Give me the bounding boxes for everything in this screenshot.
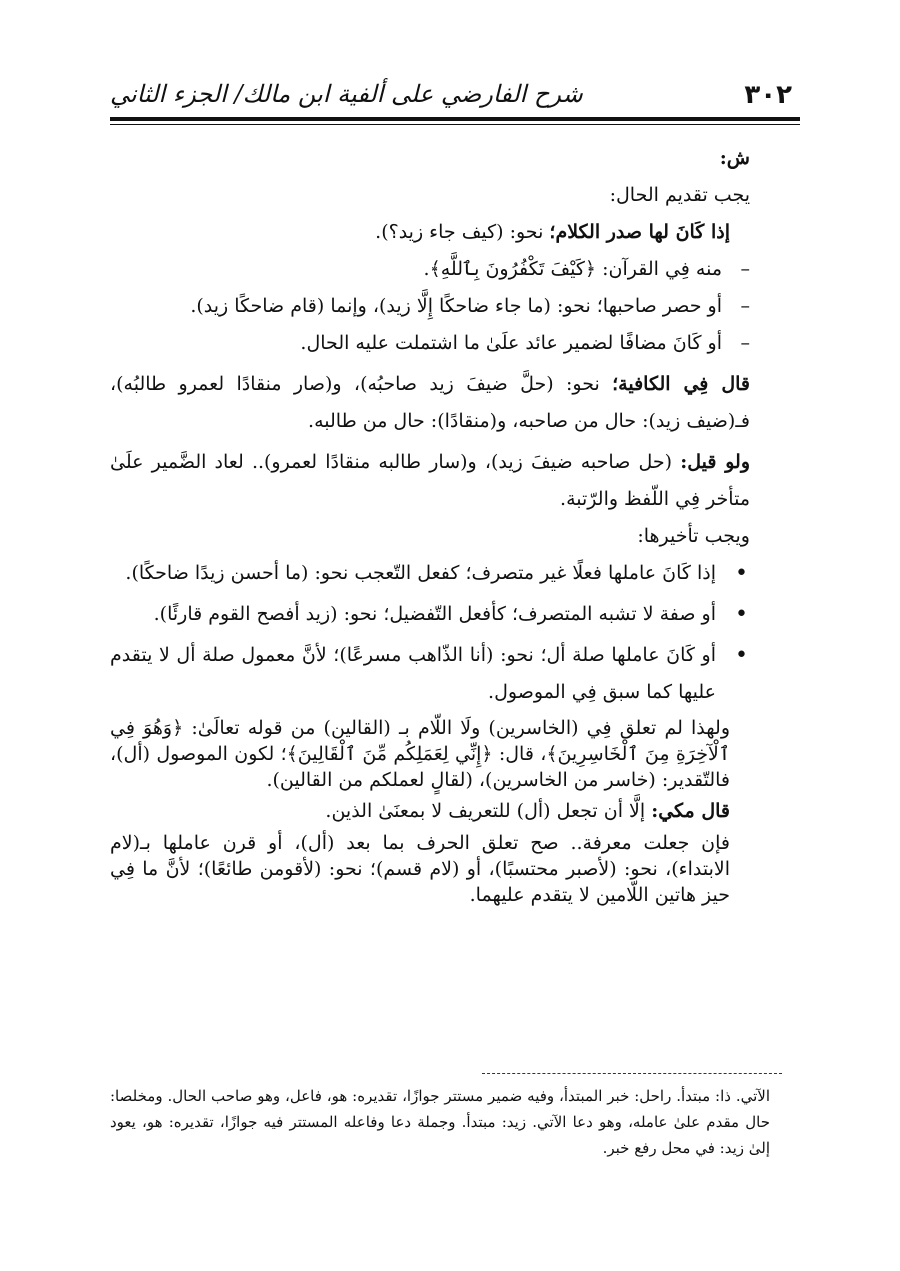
dash-item-4 bbox=[110, 325, 750, 362]
walaw-rest: (حل صاحبه ضيفَ زيد)، و(سار طالبه منقادًا لعمرو).. لعاد الضَّمير علَىٰ متأخر فِي اللّفظ والرّتبة. bbox=[110, 451, 750, 510]
intro-line: يجب تقديم الحال: bbox=[609, 184, 750, 206]
item-1-rest: نحو: (كيف جاء زيد؟). bbox=[375, 221, 550, 243]
bullet-item-2 bbox=[110, 596, 750, 633]
footnote-text: الآتي. ذا: مبتدأ. راحل: خبر المبتدأ، وفيه ضمير مستتر جوازًا، تقديره: هو، فاعل، وهو صاحب الحال. ومخلصا: حال مقدم علىٰ عامله، وهو دعا الآتي. زيد: مبتدأ. وجملة دعا وفاعله المستتر فيه جوازًا، تقديره: هو، يعود إلىٰ زيد: في محل رفع خبر. bbox=[110, 1087, 770, 1157]
bullet-3-text: أو كَانَ عاملها صلة أل؛ نحو: (أنا الذّاهب مسرعًا)؛ لأنَّ معمول صلة أل لا يتقدم عليها كما سبق فِي الموصول. bbox=[110, 644, 716, 703]
header-rule-thick bbox=[110, 117, 800, 121]
bullet-mark: • bbox=[735, 561, 748, 586]
bullet-2-text: أو صفة لا تشبه المتصرف؛ كأفعل التّفضيل؛ نحو: (زيد أفصح القوم قارئًا). bbox=[153, 603, 716, 625]
item-1 bbox=[110, 214, 750, 251]
sh-label bbox=[110, 140, 750, 177]
item-1-lead: إذا كَانَ لها صدر الكلام؛ bbox=[549, 221, 730, 243]
page-header bbox=[110, 74, 800, 114]
makki-rest: إلَّا أن تجعل (أل) للتعريف لا بمعنَىٰ الذين. bbox=[325, 800, 652, 822]
walaw-paragraph bbox=[110, 444, 750, 518]
dash-mark: – bbox=[740, 332, 750, 354]
sh-text: ش: bbox=[719, 147, 750, 169]
dash-item-3 bbox=[110, 288, 750, 325]
kafiya-lead: قال فِي الكافية؛ bbox=[612, 373, 750, 395]
dash-mark: – bbox=[740, 258, 750, 280]
footnote bbox=[110, 1083, 770, 1161]
kafiya-rest: نحو: (حلَّ ضيفَ زيد صاحبُه)، و(صار منقادًا لعمرو طالبُه)، فـ(ضيف زيد): حال من صاحبه، و(منقادًا): حال من طالبه. bbox=[110, 373, 750, 432]
bullet-1-text: إذا كَانَ عاملها فعلًا غير متصرف؛ كفعل التّعجب نحو: (ما أحسن زيدًا ضاحكًا). bbox=[125, 562, 716, 584]
item-2-text: منه فِي القرآن: ﴿كَيْفَ تَكْفُرُونَ بِٱللَّهِ﴾. bbox=[423, 258, 722, 280]
makki-paragraph bbox=[110, 793, 750, 830]
bullet-mark: • bbox=[735, 643, 748, 668]
dash-mark: – bbox=[740, 295, 750, 317]
bullet-item-3 bbox=[110, 637, 750, 711]
page-number: ٣٠٢ bbox=[744, 80, 792, 110]
dash-item-2 bbox=[110, 251, 750, 288]
main-text bbox=[110, 140, 750, 908]
bullet-mark: • bbox=[735, 602, 748, 627]
delay-intro: ويجب تأخيرها: bbox=[637, 525, 750, 547]
walaw-lead: ولو قيل: bbox=[680, 451, 750, 473]
footnote-separator bbox=[482, 1073, 782, 1074]
lihadha-paragraph: ولهذا لم تعلق فِي (الخاسرين) ولَا اللّام بـ (القالين) من قوله تعالَىٰ: ﴿وَهُوَ فِي ٱلْآخِرَةِ مِنَ ٱلْخَاسِرِينَ﴾، قال: ﴿إِنِّي لِعَمَلِكُم مِّنَ ٱلْقَالِينَ﴾؛ لكون الموصول (أل)، فالتّقدير: (خاسر من الخاسرين)، (لقالٍ لعملكم من القالين). bbox=[110, 717, 730, 791]
makki-lead: قال مكي: bbox=[651, 800, 730, 822]
bullet-item-1 bbox=[110, 555, 750, 592]
item-4-text: أو كَانَ مضافًا لضمير عائد علَىٰ ما اشتملت عليه الحال. bbox=[300, 332, 722, 354]
header-rule-thin bbox=[110, 124, 800, 125]
fain-paragraph: فإن جعلت معرفة.. صح تعلق الحرف بما بعد (أل)، أو قرن عاملها بـ(لام الابتداء)، نحو: (لأصبر محتسبًا)، أو (لام قسم)؛ نحو: (لأقومن طائعًا)؛ لأنَّ ما فِي حيز هاتين اللّامين لا يتقدم عليهما. bbox=[110, 832, 730, 906]
running-title: شرح الفارضي على ألفية ابن مالك/ الجزء الثاني bbox=[110, 80, 583, 108]
kafiya-paragraph bbox=[110, 366, 750, 440]
item-3-text: أو حصر صاحبها؛ نحو: (ما جاء ضاحكًا إِلَّا زيد)، وإنما (قام ضاحكًا زيد). bbox=[190, 295, 722, 317]
